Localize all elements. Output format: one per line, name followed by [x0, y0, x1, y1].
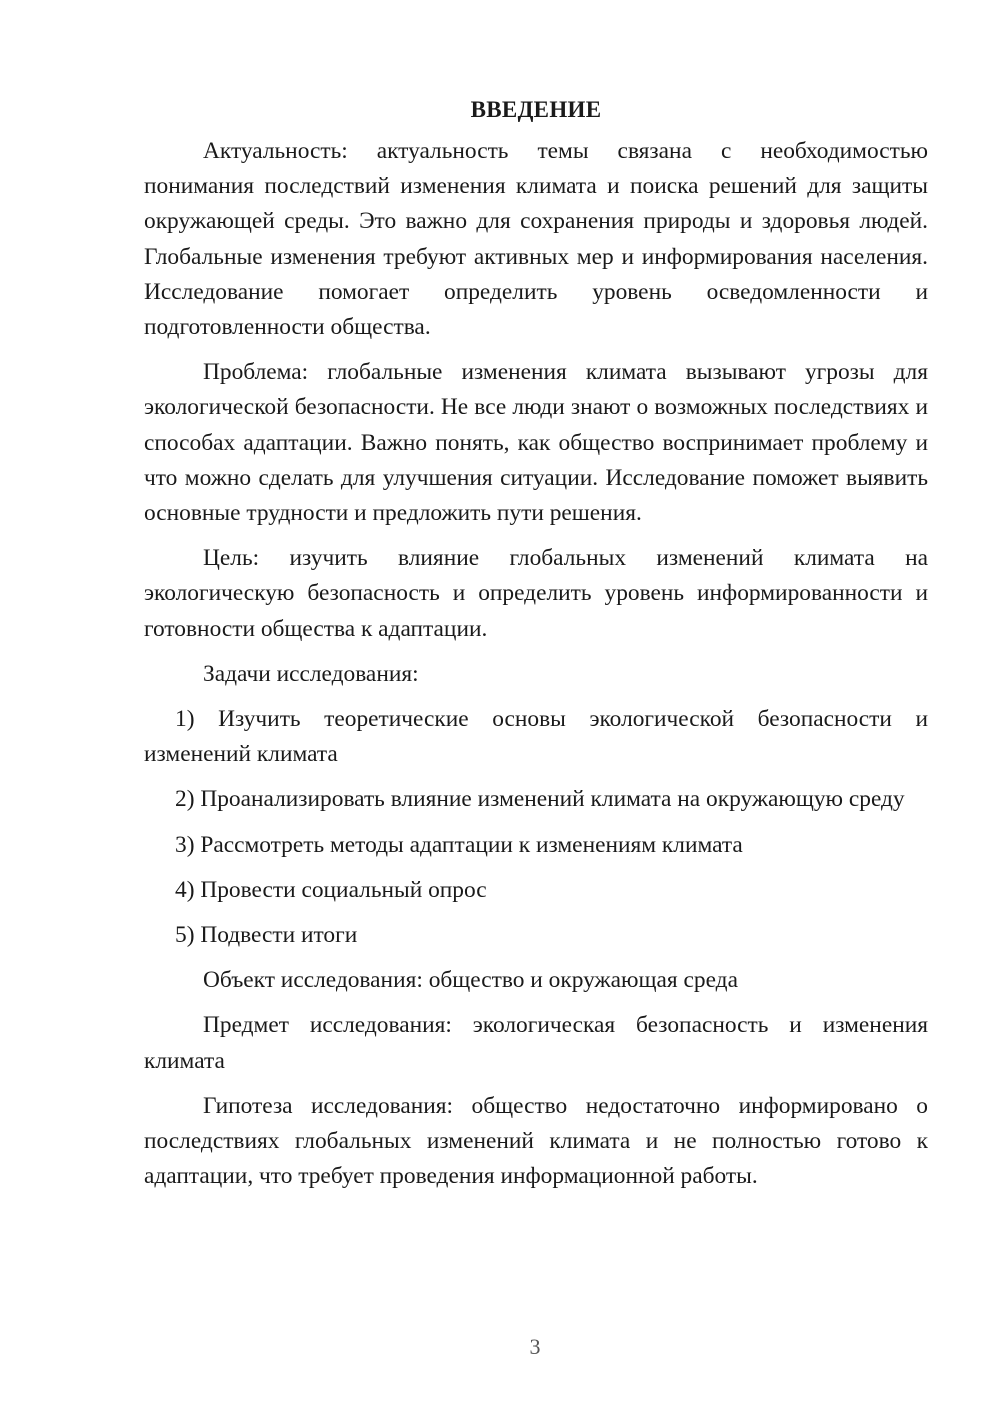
- research-hypothesis: Гипотеза исследования: общество недостаточно информировано о последствиях глобальных изменений климата и не полностью готово к адаптации, что требует проведения информационной работы.: [144, 1092, 928, 1190]
- document-page: [144, 92, 928, 1204]
- tasks-heading: Задачи исследования:: [203, 660, 419, 687]
- relevance-paragraph: Актуальность: актуальность темы связана с необходимостью понимания последствий изменения климата и поиска решений для защиты окружающей среды. Это важно для сохранения природы и здоровья людей. Глобальные изменения требуют активных мер и информирования населения. Исследование помогает определить уровень осведомленности и подготовленности общества.: [144, 138, 928, 341]
- page-number: 3: [529, 1334, 541, 1359]
- goal-paragraph: Цель: изучить влияние глобальных изменений климата на экологическую безопасность и определить уровень информированности и готовности общества к адаптации.: [144, 545, 928, 642]
- task-item-3: 3) Рассмотреть методы адаптации к изменениям климата: [175, 831, 743, 858]
- task-item-1: 1) Изучить теоретические основы экологической безопасности и изменений климата: [144, 706, 928, 768]
- task-item-5: 5) Подвести итоги: [175, 922, 358, 949]
- task-item-2: 2) Проанализировать влияние изменений климата на окружающую среду: [175, 786, 905, 813]
- research-object: Объект исследования: общество и окружающая среда: [203, 967, 738, 994]
- problem-paragraph: Проблема: глобальные изменения климата вызывают угрозы для экологической безопасности. Не все люди знают о возможных последствиях и способах адаптации. Важно понять, как общество воспринимает проблему и что можно сделать для улучшения ситуации. Исследование поможет выявить основные трудности и предложить пути решения.: [144, 359, 928, 527]
- document-title: ВВЕДЕНИЕ: [470, 97, 602, 122]
- task-item-4: 4) Провести социальный опрос: [175, 876, 487, 903]
- research-subject: Предмет исследования: экологическая безопасность и изменения климата: [144, 1012, 928, 1074]
